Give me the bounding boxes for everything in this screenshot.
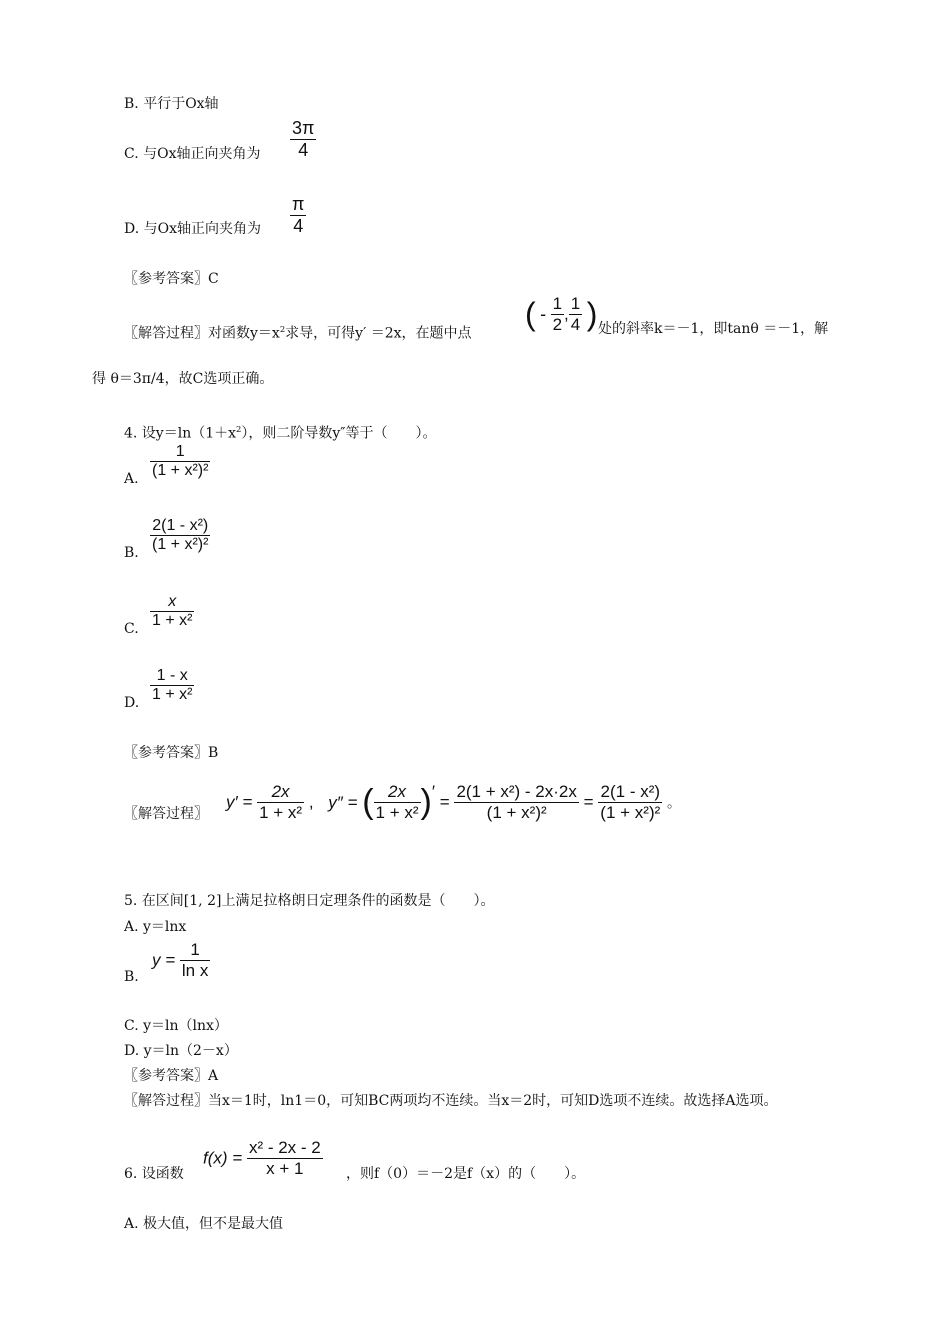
q3-solution-line1: 〖解答过程〗对函数$y=x^2$求导，可得y′ ＝2x，在题中点 xyxy=(124,324,472,342)
q3-option-b: B. 平行于Ox轴 xyxy=(124,96,219,112)
q3-option-d-fraction: $\frac{\pi}{4}$ xyxy=(292,194,305,236)
q3-answer: 〖参考答案〗C xyxy=(124,271,219,287)
q4-solution-formula: y′ = $\frac{2x}{\text{1 + x²}}$ , y″ = ( $\frac{2x}{\text{1 + x²}}$ )′ = $\frac{\text{2(1 + x²) - 2x·2x}}{\text{(1 + x²)²}}$ = $\frac{\text{2(1 - x²)}}{\text{(1 + x²)²}}$ 。 xyxy=(226,782,682,822)
q3-point: ( - $\frac{1}{2}$ , $\frac{1}{4}$ ) xyxy=(525,294,598,334)
q4-option-b-label: B. xyxy=(124,545,139,561)
q5-stem: 5. 在区间[1, 2]上满足拉格朗日定理条件的函数是（ ）。 xyxy=(124,893,495,909)
q4-option-c-fraction: $\frac{x}{\text{1 + x²}}$ xyxy=(152,593,193,629)
q3-option-c-fraction: $\frac{3\pi}{4}$ xyxy=(292,118,315,160)
q4-option-a-fraction: $\frac{1}{\text{(1 + x²)²}}$ xyxy=(152,443,209,479)
q5-option-c: C. y＝ln（lnx） xyxy=(124,1018,228,1034)
q6-function-formula: f(x) = $\frac{\text{x² - 2x - 2}}{x + 1}$ xyxy=(203,1138,321,1178)
q4-solution-label: 〖解答过程〗 xyxy=(124,806,208,822)
q4-stem: 4. 设$y=\ln(1+x^2)$，则二阶导数y″等于（ ）。 xyxy=(124,424,437,442)
q3-option-d: D. 与Ox轴正向夹角为 xyxy=(124,221,261,237)
q4-option-b-fraction: $\frac{\text{2(1 - x²)}}{\text{(1 + x²)²}}$ xyxy=(152,517,209,553)
q4-option-c-label: C. xyxy=(124,621,139,637)
q3-solution-line1-tail: 处的斜率k＝－1，即tanθ ＝－1，解 xyxy=(598,321,829,337)
q6-option-a: A. 极大值，但不是最大值 xyxy=(124,1216,284,1232)
q5-option-b-label: B. xyxy=(124,969,139,985)
q6-stem-start: 6. 设函数 xyxy=(124,1166,184,1182)
q6-stem-end: ，则f（0）＝－2是f（x）的（ ）。 xyxy=(346,1166,586,1182)
q5-option-b-formula: y = $\frac{1}{\text{ln x}}$ xyxy=(152,940,209,980)
q4-option-d-fraction: $\frac{1 - x}{\text{1 + x²}}$ xyxy=(152,667,193,703)
q5-solution: 〖解答过程〗当x＝1时，ln1＝0，可知BC两项均不连续。当x＝2时，可知D选项不连续。故选择A选项。 xyxy=(124,1093,778,1109)
q3-solution-line2: 得 θ＝3π/4，故C选项正确。 xyxy=(92,371,274,387)
q4-answer: 〖参考答案〗B xyxy=(124,745,219,761)
q5-option-a: A. y＝lnx xyxy=(124,919,187,935)
q4-option-d-label: D. xyxy=(124,695,140,711)
q5-option-d: D. y＝ln（2－x） xyxy=(124,1043,238,1059)
q5-answer: 〖参考答案〗A xyxy=(124,1068,219,1084)
q3-option-c: C. 与Ox轴正向夹角为 xyxy=(124,146,261,162)
q4-option-a-label: A. xyxy=(124,471,139,487)
